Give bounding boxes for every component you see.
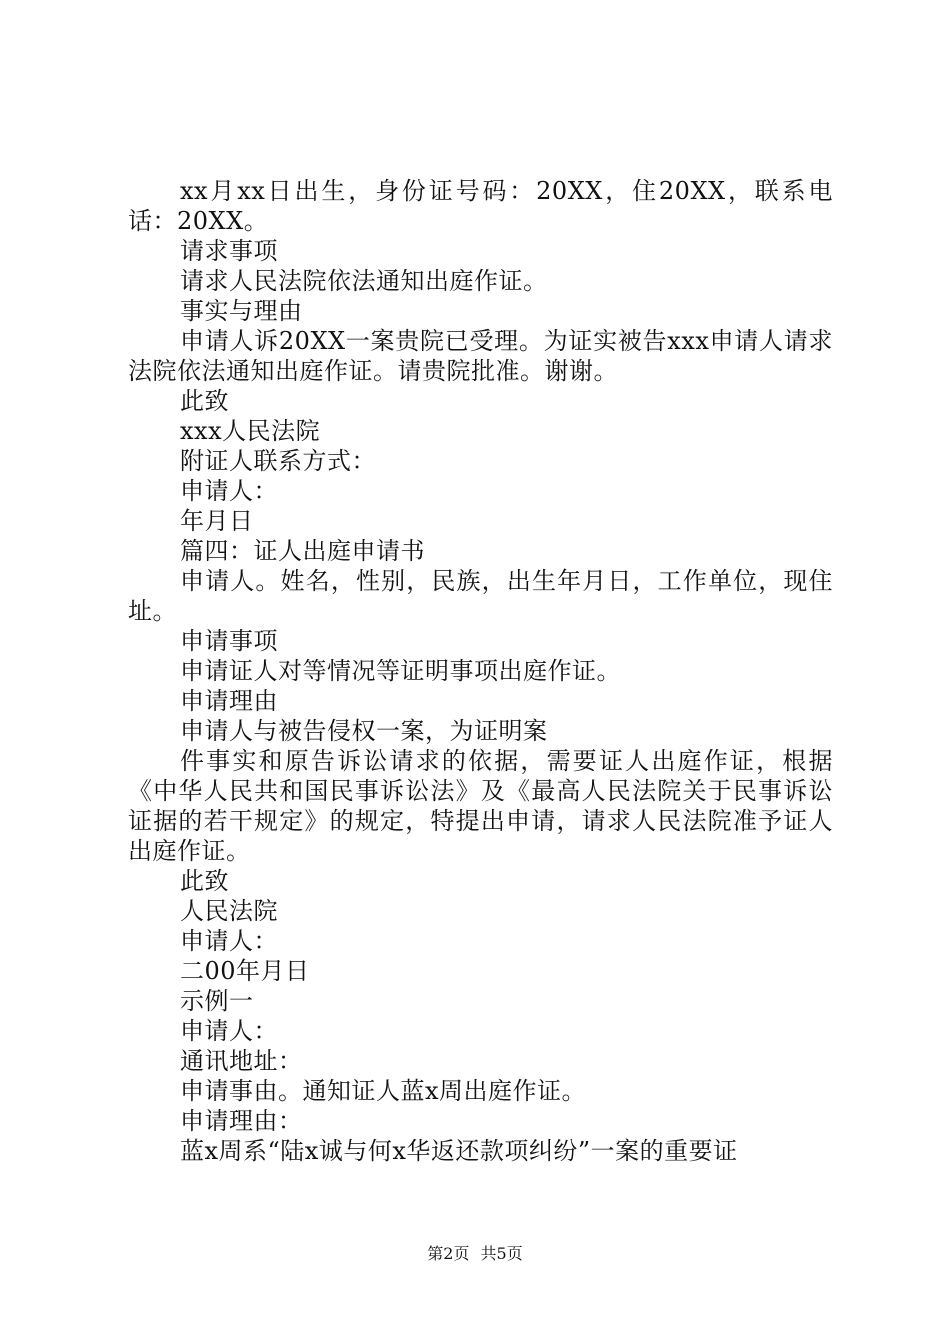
applicant-label: 申请人：: [180, 1017, 278, 1045]
page-total: 共5页: [480, 1244, 523, 1263]
date-label: 年月日: [180, 507, 254, 535]
page-number: 第2页: [427, 1244, 470, 1263]
document-body: [128, 176, 833, 1166]
paragraph-applicant-info: 申请人。姓名，性别，民族，出生年月日，工作单位，现住址。: [128, 567, 833, 625]
paragraph-birth-id: xx月xx日出生，身份证号码：20XX，住20XX，联系电话：20XX。: [128, 177, 833, 235]
paragraph-facts: 申请人诉20XX一案贵院已受理。为证实被告xxx申请人请求法院依法通知出庭作证。请贵院批准。谢谢。: [128, 327, 833, 385]
court-name: xxx人民法院: [180, 417, 321, 445]
paragraph-reason-start: 申请人与被告侵权一案，为证明案: [180, 717, 548, 745]
paragraph-cause: 申请事由。通知证人蓝x周出庭作证。: [180, 1077, 587, 1105]
court-name: 人民法院: [180, 897, 278, 925]
paragraph-application: 申请证人对等情况等证明事项出庭作证。: [180, 657, 621, 685]
applicant-label: 申请人：: [180, 477, 278, 505]
heading-facts-reasons: 事实与理由: [180, 297, 303, 325]
section-title: 篇四：证人出庭申请书: [180, 537, 425, 565]
heading-application-items: 申请事项: [180, 627, 278, 655]
salutation: 此致: [180, 387, 229, 415]
example-title: 示例一: [180, 987, 254, 1015]
address-label: 通讯地址：: [180, 1047, 303, 1075]
witness-contact-label: 附证人联系方式：: [180, 447, 376, 475]
date-label: 二00年月日: [180, 957, 310, 985]
salutation: 此致: [180, 867, 229, 895]
applicant-label: 申请人：: [180, 927, 278, 955]
heading-request-items: 请求事项: [180, 237, 278, 265]
heading-application-reasons: 申请理由: [180, 687, 278, 715]
paragraph-reason-body: 件事实和原告诉讼请求的依据，需要证人出庭作证，根据《中华人民共和国民事诉讼法》及《最高人民法院关于民事诉讼证据的若干规定》的规定，特提出申请，请求人民法院准予证人出庭作证。: [128, 747, 833, 865]
paragraph-request: 请求人民法院依法通知出庭作证。: [180, 267, 548, 295]
paragraph-witness: 蓝x周系“陆x诚与何x华返还款项纠纷”一案的重要证: [180, 1137, 738, 1165]
reason-label: 申请理由：: [180, 1107, 303, 1135]
page-footer: [0, 1243, 950, 1265]
